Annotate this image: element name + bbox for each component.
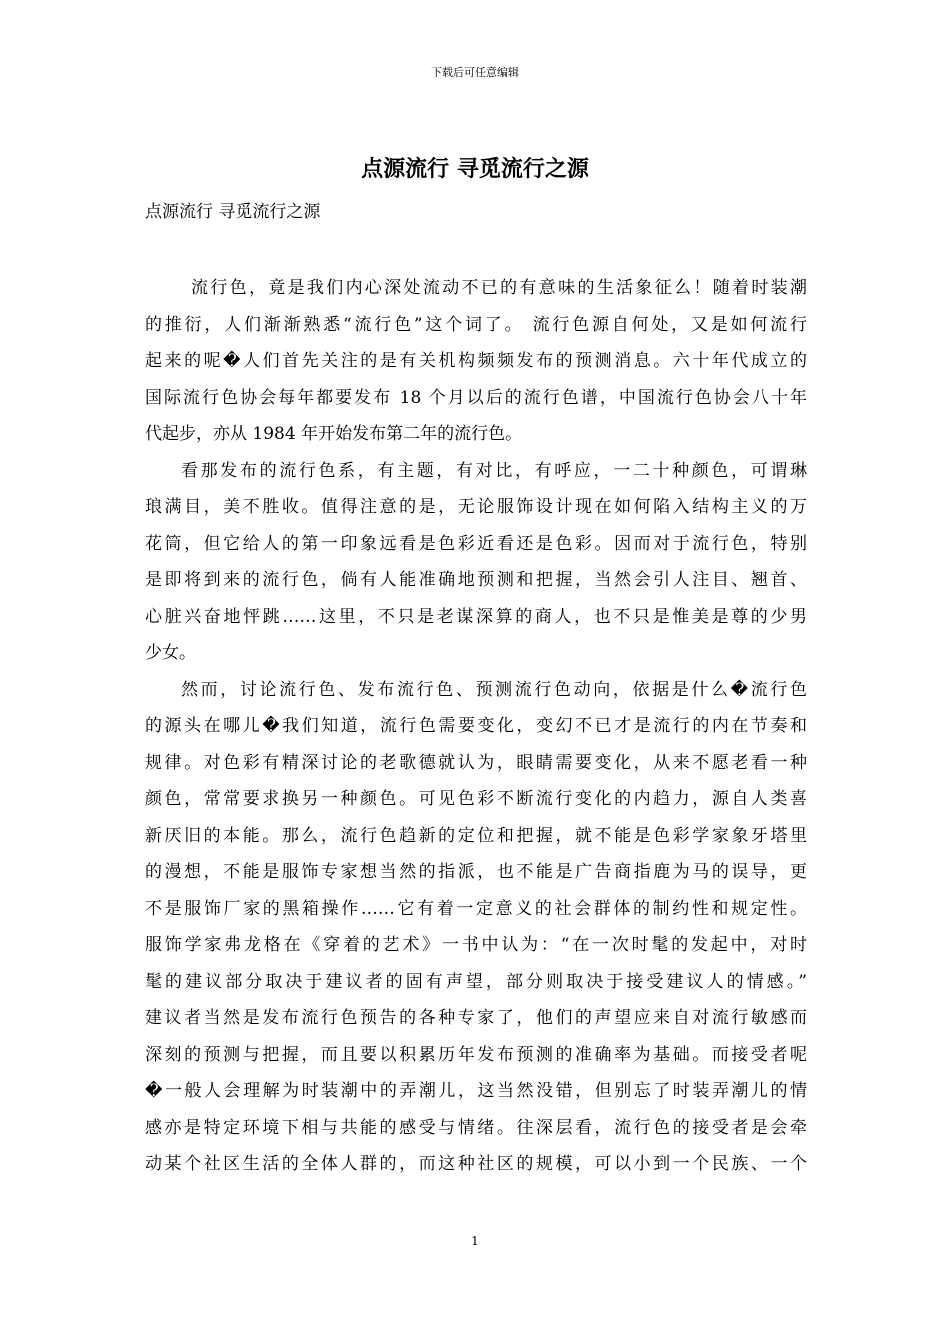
- body-line: 服饰学家弗龙格在《穿着的艺术》一书中认为：“在一次时髦的发起中，对时: [145, 935, 807, 955]
- body-line: 深刻的预测与把握，而且要以积累历年发布预测的准确率为基础。而接受者呢: [145, 1044, 807, 1065]
- body-line: 少女。: [145, 643, 196, 663]
- body-line: 流行色，竟是我们内心深处流动不已的有意味的生活象征么！随着时装潮: [191, 278, 807, 298]
- body-line: 代起步，亦从 1984 年开始发布第二年的流行色。: [145, 424, 523, 444]
- page-number: 1: [471, 1234, 479, 1248]
- body-line: �一般人会理解为时装潮中的弄潮儿，这当然没错，但别忘了时装弄潮儿的情: [145, 1081, 807, 1101]
- body-line: 感亦是特定环境下相与共能的感受与情绪。往深层看，流行色的接受者是会牵: [145, 1117, 807, 1138]
- body-line: 颜色，常常要求换另一种颜色。可见色彩不断流行变化的内趋力，源自人类喜: [145, 789, 807, 809]
- body-line: 新厌旧的本能。那么，流行色趋新的定位和把握，就不能是色彩学家象牙塔里: [145, 825, 807, 846]
- body-line: 然而，讨论流行色、发布流行色、预测流行色动向，依据是什么�流行色: [181, 679, 807, 700]
- body-line: 国际流行色协会每年都要发布 18 个月以后的流行色谱，中国流行色协会八十年: [145, 387, 807, 408]
- body-line: 的源头在哪儿�我们知道，流行色需要变化，变幻不已才是流行的内在节奏和: [145, 716, 807, 736]
- body-line: 琅满目，美不胜收。值得注意的是，无论服饰设计现在如何陷入结构主义的万: [145, 497, 807, 517]
- body-line: 不是服饰厂家的黑箱操作……它有着一定意义的社会群体的制约性和规定性。: [145, 898, 807, 919]
- body-line: 的漫想，不能是服饰专家想当然的指派，也不能是广告商指鹿为马的误导，更: [145, 862, 807, 882]
- document-title: 点源流行 寻觅流行之源: [361, 156, 589, 182]
- body-line: 髦的建议部分取决于建议者的固有声望，部分则取决于接受建议人的情感。”: [145, 971, 807, 992]
- body-line: 动某个社区生活的全体人群的，而这种社区的规模，可以小到一个民族、一个: [145, 1154, 807, 1174]
- body-line: 起来的呢�人们首先关注的是有关机构频频发布的预测消息。六十年代成立的: [145, 351, 807, 371]
- body-line: 看那发布的流行色系，有主题，有对比，有呼应，一二十种颜色，可谓琳: [181, 460, 807, 481]
- body-line: 建议者当然是发布流行色预告的各种专家了，他们的声望应来自对流行敏感而: [145, 1008, 807, 1028]
- body-line: 的推衍，人们渐渐熟悉“流行色”这个词了。 流行色源自何处，又是如何流行: [145, 314, 807, 335]
- document-body: [145, 270, 807, 1183]
- document-subtitle: 点源流行 寻觅流行之源: [145, 202, 321, 222]
- body-line: 是即将到来的流行色，倘有人能准确地预测和把握，当然会引人注目、翘首、: [145, 570, 807, 590]
- body-line: 规律。对色彩有精深讨论的老歌德就认为，眼睛需要变化，从来不愿老看一种: [145, 752, 807, 773]
- body-line: 心脏兴奋地怦跳……这里，不只是老谋深算的商人，也不只是惟美是尊的少男: [145, 606, 807, 627]
- page-header-note: 下载后可任意编辑: [431, 66, 519, 79]
- body-line: 花筒，但它给人的第一印象远看是色彩近看还是色彩。因而对于流行色，特别: [145, 533, 807, 554]
